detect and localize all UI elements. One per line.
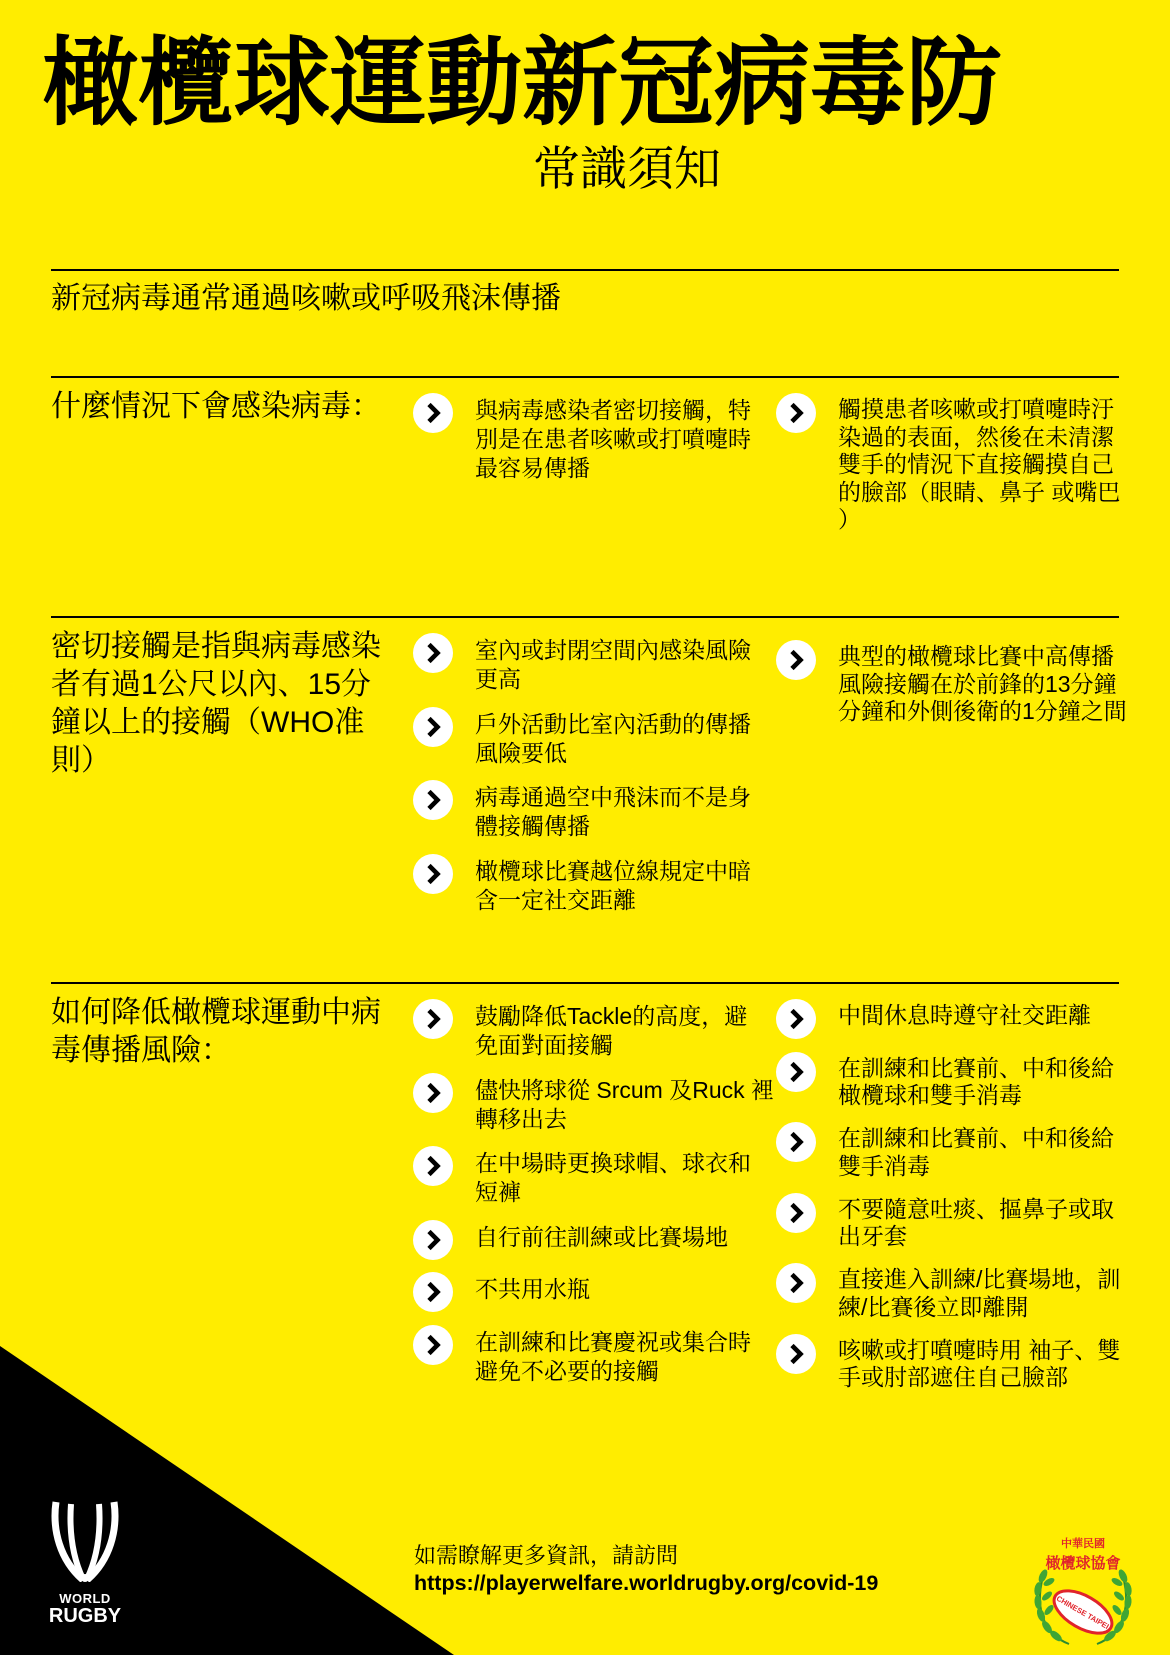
bullet-text-line: 含一定社交距離 xyxy=(475,886,636,913)
bullet-item xyxy=(413,1325,763,1386)
section-heading-line: 什麼情況下會感染病毒： xyxy=(51,390,381,423)
bullet-item xyxy=(776,1052,1146,1110)
bullet-item xyxy=(776,1193,1146,1251)
bullet-column-right xyxy=(776,999,1146,1404)
bullet-item xyxy=(413,780,763,841)
bullet-text xyxy=(838,1263,1120,1321)
section-close-contact xyxy=(0,618,1170,913)
bullet-item xyxy=(413,1220,763,1260)
bullet-text-line: 鼓勵降低Tackle的高度，避 xyxy=(475,1003,748,1029)
world-rugby-wordmark-bottom: RUGBY xyxy=(48,1605,122,1627)
chevron-right-icon xyxy=(413,1146,453,1186)
section-heading-line: 者有過1公尺以內、15分 xyxy=(51,668,372,701)
logo-text-top: 中華民國 xyxy=(1061,1538,1105,1550)
chevron-right-icon xyxy=(413,1220,453,1260)
chevron-right-icon xyxy=(413,1272,453,1312)
bullet-text-line: 咳嗽或打噴嚏時用 袖子、雙 xyxy=(838,1336,1121,1363)
section-heading-line: 密切接觸是指與病毒感染 xyxy=(51,630,381,663)
chevron-right-icon xyxy=(413,780,453,820)
section-heading-line: 毒傳播風險： xyxy=(51,1034,231,1067)
bullet-column-right xyxy=(776,640,1146,738)
bullet-text-line: 免面對面接觸 xyxy=(475,1032,613,1058)
bullet-text-line: 中間休息時遵守社交距離 xyxy=(838,1002,1091,1028)
chevron-right-icon xyxy=(776,1052,816,1092)
bullet-text xyxy=(475,1073,774,1134)
bullet-text-line: 不共用水瓶 xyxy=(475,1276,590,1302)
bullet-text-line: 短褲 xyxy=(475,1179,521,1205)
bullet-text xyxy=(838,1334,1120,1392)
bullet-text xyxy=(475,780,751,841)
bullet-item xyxy=(413,393,763,483)
bullet-text-line: 轉移出去 xyxy=(475,1105,567,1132)
bullet-text-line: 直接進入訓練/比賽場地，訓 xyxy=(838,1266,1121,1292)
logo-text-ring: CHINESE TAIPEI xyxy=(1054,1593,1111,1632)
bullet-text-line: 雙手消毒 xyxy=(838,1152,930,1179)
section-reduce-risk xyxy=(0,984,1170,1390)
bullet-text xyxy=(475,854,751,915)
bullet-item xyxy=(776,999,1146,1039)
bullet-text-line: 在訓練和比賽前、中和後給 xyxy=(838,1054,1114,1081)
chevron-right-icon xyxy=(413,1073,453,1113)
bullet-text-line: 更高 xyxy=(475,666,521,692)
bullet-text-line: 練/比賽後立即離開 xyxy=(838,1293,1029,1320)
bullet-text-line: 室內或封閉空間內感染風險 xyxy=(475,637,751,663)
bullet-item xyxy=(413,1272,763,1312)
bullet-item xyxy=(413,633,763,694)
bullet-item xyxy=(776,1122,1146,1180)
bullet-text-line: 自行前往訓練或比賽場地 xyxy=(475,1223,728,1250)
bullet-text-line: 橄欖球比賽越位線規定中暗 xyxy=(475,857,751,884)
bullet-text-line: 典型的橄欖球比賽中高傳播 xyxy=(838,643,1114,669)
footer-more-info: 如需瞭解更多資訊，請訪問 xyxy=(414,1543,679,1568)
intro-text: 新冠病毒通常通過咳嗽或呼吸飛沫傳播 xyxy=(51,282,561,315)
bullet-text-line: 體接觸傳播 xyxy=(475,813,590,839)
bullet-item xyxy=(776,1334,1146,1392)
bullet-text xyxy=(838,393,1120,534)
bullet-text-line: 的臉部（眼睛、鼻子 或嘴巴 xyxy=(838,478,1121,505)
chevron-right-icon xyxy=(413,999,453,1039)
bullet-text-line: ） xyxy=(838,506,861,532)
bullet-text-line: 風險接觸在於前鋒的13分鐘 xyxy=(838,670,1117,697)
page-title: 橄欖球運動新冠病毒防 xyxy=(42,30,1002,137)
bullet-column-left xyxy=(413,393,763,496)
bullet-text-line: 在訓練和比賽前、中和後給 xyxy=(838,1125,1114,1151)
bullet-text xyxy=(475,393,751,483)
bullet-text-line: 雙手的情況下直接觸摸自己 xyxy=(838,451,1114,477)
bullet-item xyxy=(413,707,763,768)
bullet-text-line: 與病毒感染者密切接觸，特 xyxy=(475,397,751,423)
bullet-text xyxy=(838,640,1127,726)
chevron-right-icon xyxy=(413,854,453,894)
bullet-item xyxy=(776,1263,1146,1321)
bullet-item xyxy=(413,1146,763,1207)
chevron-right-icon xyxy=(776,1193,816,1233)
bullet-item xyxy=(413,1073,775,1134)
chevron-right-icon xyxy=(413,393,453,433)
section-heading-line: 則） xyxy=(51,744,111,777)
bullet-text xyxy=(838,999,1091,1030)
chevron-right-icon xyxy=(776,393,816,433)
bullet-column-left xyxy=(413,999,775,1398)
chevron-right-icon xyxy=(776,1122,816,1162)
section-heading-line: 鐘以上的接觸（WHO准 xyxy=(51,706,365,739)
bullet-text-line: 不要隨意吐痰、摳鼻子或取 xyxy=(838,1195,1114,1222)
bullet-text xyxy=(838,1052,1114,1110)
world-rugby-emblem-icon xyxy=(50,1500,120,1582)
chevron-right-icon xyxy=(776,1263,816,1303)
bullet-text-line: 分鐘和外側後衛的1分鐘之間 xyxy=(838,698,1127,724)
section-infection-conditions xyxy=(0,378,1170,532)
logo-text-name: 橄欖球協會 xyxy=(1045,1555,1121,1572)
world-rugby-logo xyxy=(47,1500,123,1626)
chevron-right-icon xyxy=(776,1334,816,1374)
section-heading xyxy=(51,388,381,426)
bullet-text xyxy=(475,1146,751,1207)
bullet-column-left xyxy=(413,633,763,927)
chevron-right-icon xyxy=(776,999,816,1039)
bullet-text xyxy=(475,633,751,694)
bullet-text xyxy=(838,1122,1114,1180)
bullet-text-line: 染過的表面，然後在未清潔 xyxy=(838,423,1114,450)
section-heading xyxy=(51,994,381,1070)
bullet-text xyxy=(475,707,751,768)
chevron-right-icon xyxy=(413,707,453,747)
bullet-item xyxy=(776,640,1146,726)
bullet-text-line: 風險要低 xyxy=(475,739,567,766)
bullet-text xyxy=(475,1220,728,1252)
bullet-text-line: 病毒通過空中飛沫而不是身 xyxy=(475,784,751,810)
footer-url-link[interactable]: https://playerwelfare.worldrugby.org/covid-19 xyxy=(414,1571,879,1595)
world-rugby-wordmark-top: WORLD xyxy=(59,1591,111,1606)
bullet-item xyxy=(413,999,763,1060)
bullet-text-line: 出牙套 xyxy=(838,1223,907,1249)
bullet-text xyxy=(475,1272,590,1304)
bullet-text-line: 儘快將球從 Srcum 及Ruck 裡 xyxy=(475,1076,775,1103)
bullet-item xyxy=(776,393,1146,534)
chevron-right-icon xyxy=(413,1325,453,1365)
bullet-text-line: 避免不必要的接觸 xyxy=(475,1357,659,1384)
bullet-column-right xyxy=(776,393,1146,546)
rugby-ball-icon xyxy=(1047,1582,1118,1642)
section-heading xyxy=(51,628,381,780)
chinese-taipei-rugby-logo xyxy=(1019,1530,1147,1650)
bullet-text xyxy=(475,1325,751,1386)
divider xyxy=(51,269,1119,271)
bullet-item xyxy=(413,854,763,915)
bullet-text-line: 戶外活動比室內活動的傳播 xyxy=(475,710,751,737)
chevron-right-icon xyxy=(413,633,453,673)
bullet-text-line: 橄欖球和雙手消毒 xyxy=(838,1082,1022,1108)
bullet-text-line: 別是在患者咳嗽或打噴嚏時 xyxy=(475,426,751,452)
bullet-text-line: 最容易傳播 xyxy=(475,455,590,481)
bullet-text-line: 在訓練和比賽慶祝或集合時 xyxy=(475,1328,751,1355)
bullet-text-line: 觸摸患者咳嗽或打噴嚏時汙 xyxy=(838,396,1114,422)
bullet-text xyxy=(475,999,747,1060)
section-heading-line: 如何降低橄欖球運動中病 xyxy=(51,996,381,1029)
bullet-text xyxy=(838,1193,1114,1251)
bullet-text-line: 手或肘部遮住自己臉部 xyxy=(838,1364,1068,1390)
bullet-text-line: 在中場時更換球帽、球衣和 xyxy=(475,1150,751,1176)
chevron-right-icon xyxy=(776,640,816,680)
page-subtitle: 常識須知 xyxy=(533,142,721,195)
